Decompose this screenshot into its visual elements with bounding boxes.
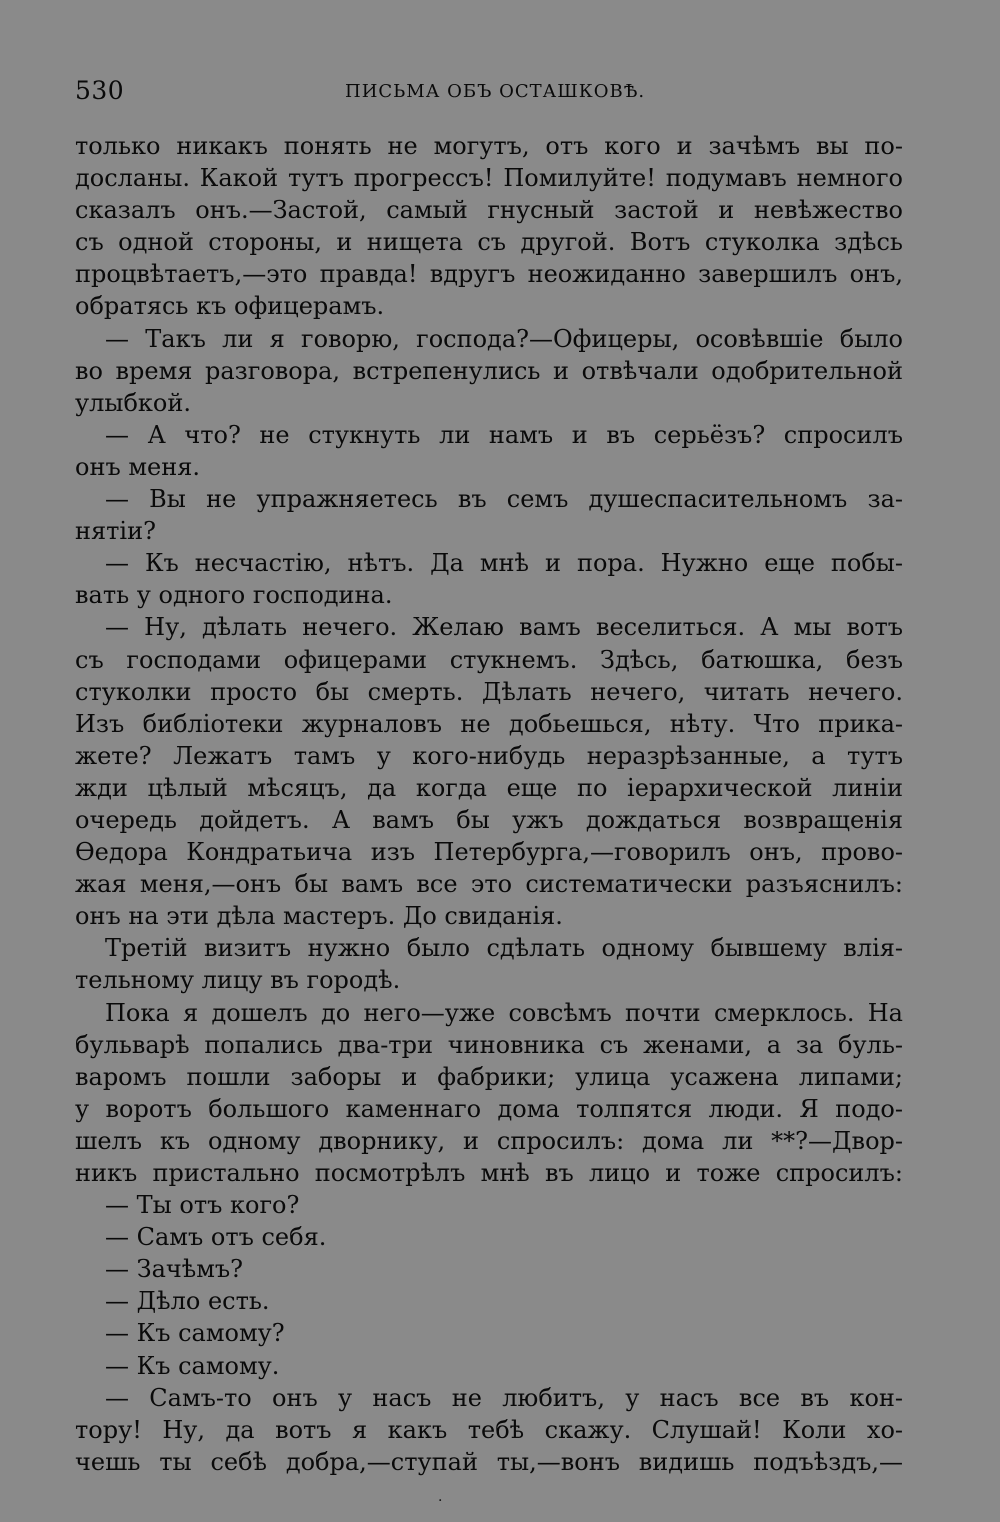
text-line: онъ на эти дѣла мастеръ. До свиданія. [75,902,563,931]
text-line: чешь ты себѣ добра,—ступай ты,—вонъ видишь подъѣздъ,— [75,1447,903,1476]
text-line: нятіи? [75,517,156,546]
text-line: жди цѣлый мѣсяцъ, да когда еще по іерархической линіи [75,773,903,802]
text-line: бульварѣ попались два-три чиновника съ женами, а за буль- [75,1030,903,1059]
text-line: варомъ пошли заборы и фабрики; улица усажена липами; [75,1062,903,1091]
body-text [75,130,903,1478]
text-line: во время разговора, встрепенулись и отвѣчали одобрительной [75,356,903,385]
page-number: 530 [75,76,125,105]
text-line: Третій визитъ нужно было сдѣлать одному бывшему влія- [105,934,903,963]
text-line: у воротъ большого каменнаго дома толпятся люди. Я подо- [75,1094,903,1123]
text-line: — Зачѣмъ? [105,1255,244,1284]
text-line: — А что? не стукнуть ли намъ и въ серьёзъ? спросилъ [105,420,903,449]
text-line: тору! Ну, да вотъ я какъ тебѣ скажу. Слушай! Коли хо- [75,1415,903,1444]
text-line: съ господами офицерами стукнемъ. Здѣсь, батюшка, безъ [75,645,903,674]
text-line: — Къ несчастію, нѣтъ. Да мнѣ и пора. Нужно еще побы- [105,549,903,578]
text-line: — Къ самому. [105,1351,280,1380]
text-line: никъ пристально посмотрѣлъ мнѣ въ лицо и тоже спросилъ: [75,1159,903,1187]
running-title: ПИСЬМА ОБЪ ОСТАШКОВѢ. [345,81,646,102]
text-line: тельному лицу въ городѣ. [75,966,401,995]
text-line: — Самъ отъ себя. [105,1223,327,1252]
text-line: — Такъ ли я говорю, господа?—Офицеры, осовѣвшіе было [105,324,903,353]
page-header [75,76,905,106]
text-line: стуколки просто бы смерть. Дѣлать нечего, читать нечего. [75,677,903,706]
text-line: только никакъ понять не могутъ, отъ кого и зачѣмъ вы по- [75,132,903,160]
text-line: Ѳедора Кондратьича изъ Петербурга,—говорилъ онъ, прово- [75,838,903,867]
text-line: обратясь къ офицерамъ. [75,292,385,321]
text-line: шелъ къ одному дворнику, и спросилъ: дома ли **?—Двор- [75,1126,903,1155]
text-line: съ одной стороны, и нищета съ другой. Вотъ стуколка здѣсь [75,228,903,257]
text-line: жете? Лежатъ тамъ у кого-нибудь неразрѣзанные, а тутъ [75,741,903,770]
text-line: онъ меня. [75,452,200,481]
text-line: — Самъ-то онъ у насъ не любитъ, у насъ все въ кон- [105,1383,903,1412]
text-line: — Вы не упражняетесь въ семъ душеспасительномъ за- [105,485,903,514]
text-line: жая меня,—онъ бы вамъ все это систематически разъяснилъ: [75,870,903,899]
text-line: — Къ самому? [105,1319,285,1348]
print-speck: · [438,1493,443,1509]
text-line: — Ты отъ кого? [105,1191,300,1220]
text-line: Пока я дошелъ до него—уже совсѣмъ почти смерклось. На [105,998,903,1027]
text-line: вать у одного господина. [75,581,393,610]
text-line: — Ну, дѣлать нечего. Желаю вамъ веселиться. А мы вотъ [105,613,903,642]
text-line: Изъ библіотеки журналовъ не добьешься, нѣту. Что прика- [75,709,903,738]
text-line: улыбкой. [75,388,191,417]
text-line: досланы. Какой тутъ прогрессъ! Помилуйте! подумавъ немного [75,164,903,193]
text-line: — Дѣло есть. [105,1287,270,1316]
text-line: процвѣтаетъ,—это правда! вдругъ неожиданно завершилъ онъ, [75,260,903,289]
text-line: сказалъ онъ.—Застой, самый гнусный застой и невѣжество [75,196,903,225]
text-line: очередь дойдетъ. А вамъ бы ужъ дождаться возвращенія [75,805,903,834]
